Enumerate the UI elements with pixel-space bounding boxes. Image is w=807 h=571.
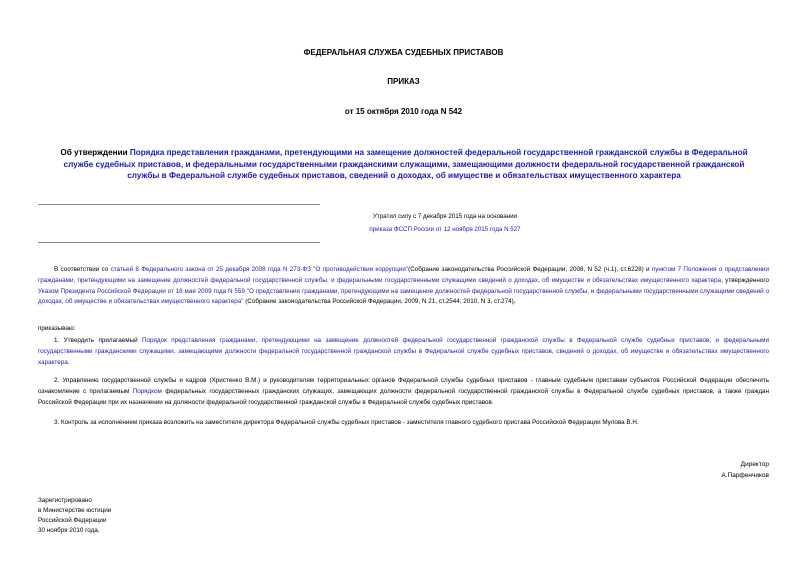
divider-top xyxy=(38,204,320,205)
document-date-number: от 15 октября 2010 года N 542 xyxy=(344,107,463,116)
decree-559-link[interactable]: Указом Президента Российской Федерации от 18 мая 2009 года N 559 "О представлении гражданами, претендующими на замещение должностей федеральной государственной службы, и федеральными государственными служащими сведений о доходах, об имуществе и обязательствах имущественного характера" xyxy=(38,287,769,306)
expired-note: Утратил силу с 7 декабря 2015 года на основании xyxy=(372,213,518,220)
agency-title: ФЕДЕРАЛЬНАЯ СЛУЖБА СУДЕБНЫХ ПРИСТАВОВ xyxy=(303,48,504,57)
preamble-text-3: , утвержденного xyxy=(721,276,769,284)
preamble-paragraph xyxy=(38,265,769,308)
registration-line-1: Зарегистрировано xyxy=(38,497,92,504)
order-word: приказываю: xyxy=(38,325,76,332)
item1-text: 1. Утвердить прилагаемый xyxy=(54,337,143,344)
procedure-link[interactable]: Порядок представления гражданами, претендующими на замещение должностей федеральной государственной гражданской службы в Федеральной службе судебных приставов, и федеральными государственными гражданскими служащими, замещающими должности федеральной государственной гражданской службы в Федеральной службе судебных приставов, сведений о доходах, об имуществе и обязательствах имущественного характера xyxy=(38,337,769,366)
subject-prefix: Об утверждении xyxy=(60,148,130,157)
item2-text-1: 2. Управлению государственной службы и кадров (Христенко В.М.) и руководителям территориальных органов Федеральной службы судебных приставов - главным судебным приставам субъектов Российской Федерации обеспечить ознакомление с прилагаемым xyxy=(38,377,769,395)
regulation-point-7-link[interactable]: пунктом 7 Положения о представлении гражданами, претендующими на замещение должностей федеральной государственной службы, и федеральными государственными служащими сведений о доходах, об имуществе и обязательствах имущественного характера xyxy=(38,266,769,284)
registration-line-3: Российской Федерации xyxy=(38,517,107,524)
signatory-name: А.Парфенчиков xyxy=(721,472,769,479)
item1-end: . xyxy=(67,358,70,366)
expired-basis-link[interactable]: приказа ФССП России от 12 ноября 2015 года N 527 xyxy=(369,226,521,233)
law-273-link[interactable]: статьей 8 Федерального закона от 25 декабря 2008 года N 273-ФЗ "О противодействии коррупции" xyxy=(110,266,409,273)
preamble-text-4: (Собрание законодательства Российской Федерации, 2009, N 21, ст.2544; 2010, N 3, ст.274), xyxy=(243,298,516,306)
preamble-text-1: В соответствии со xyxy=(54,266,111,273)
order-item-3: 3. Контроль за исполнением приказа возложить на заместителя директора Федеральной службы судебных приставов - заместителя главного судебного пристава Российской Федерации Мулова В.Н. xyxy=(54,419,639,426)
registration-line-2: в Министерстве юстиции xyxy=(38,507,112,514)
registration-line-4: 30 ноября 2010 года, xyxy=(38,527,100,534)
preamble-text-2: (Собрание законодательства Российской Федерации, 2008, N 52 (ч.1), ст.6228) и xyxy=(408,266,652,273)
procedure-short-link[interactable]: Порядком xyxy=(132,387,162,395)
subject-link[interactable]: Порядка представления гражданами, претендующими на замещение должностей федеральной государственной гражданской службы в Федеральной службе судебных приставов, и федеральными государственными гражданскими служащими, замещающими должности федеральной государственной гражданской службы в Федеральной службе судебных приставов, сведений о доходах, об имуществе и обязательствах имущественного характера xyxy=(63,148,748,181)
item2-text-2: федеральных государственных гражданских служащих, замещающих должности федеральной государственной гражданской службы в Федеральной службе судебных приставов, а также граждан Российской Федерации при их назначении на должности федеральной государственной гражданской службы в Федеральной службе судебных приставов. xyxy=(38,387,769,406)
document-type: ПРИКАЗ xyxy=(387,77,420,86)
order-item-2 xyxy=(38,376,769,408)
divider-bottom xyxy=(38,242,320,243)
document-subject xyxy=(58,147,750,182)
signatory-position: Директор xyxy=(740,461,769,468)
order-item-1 xyxy=(38,336,769,368)
